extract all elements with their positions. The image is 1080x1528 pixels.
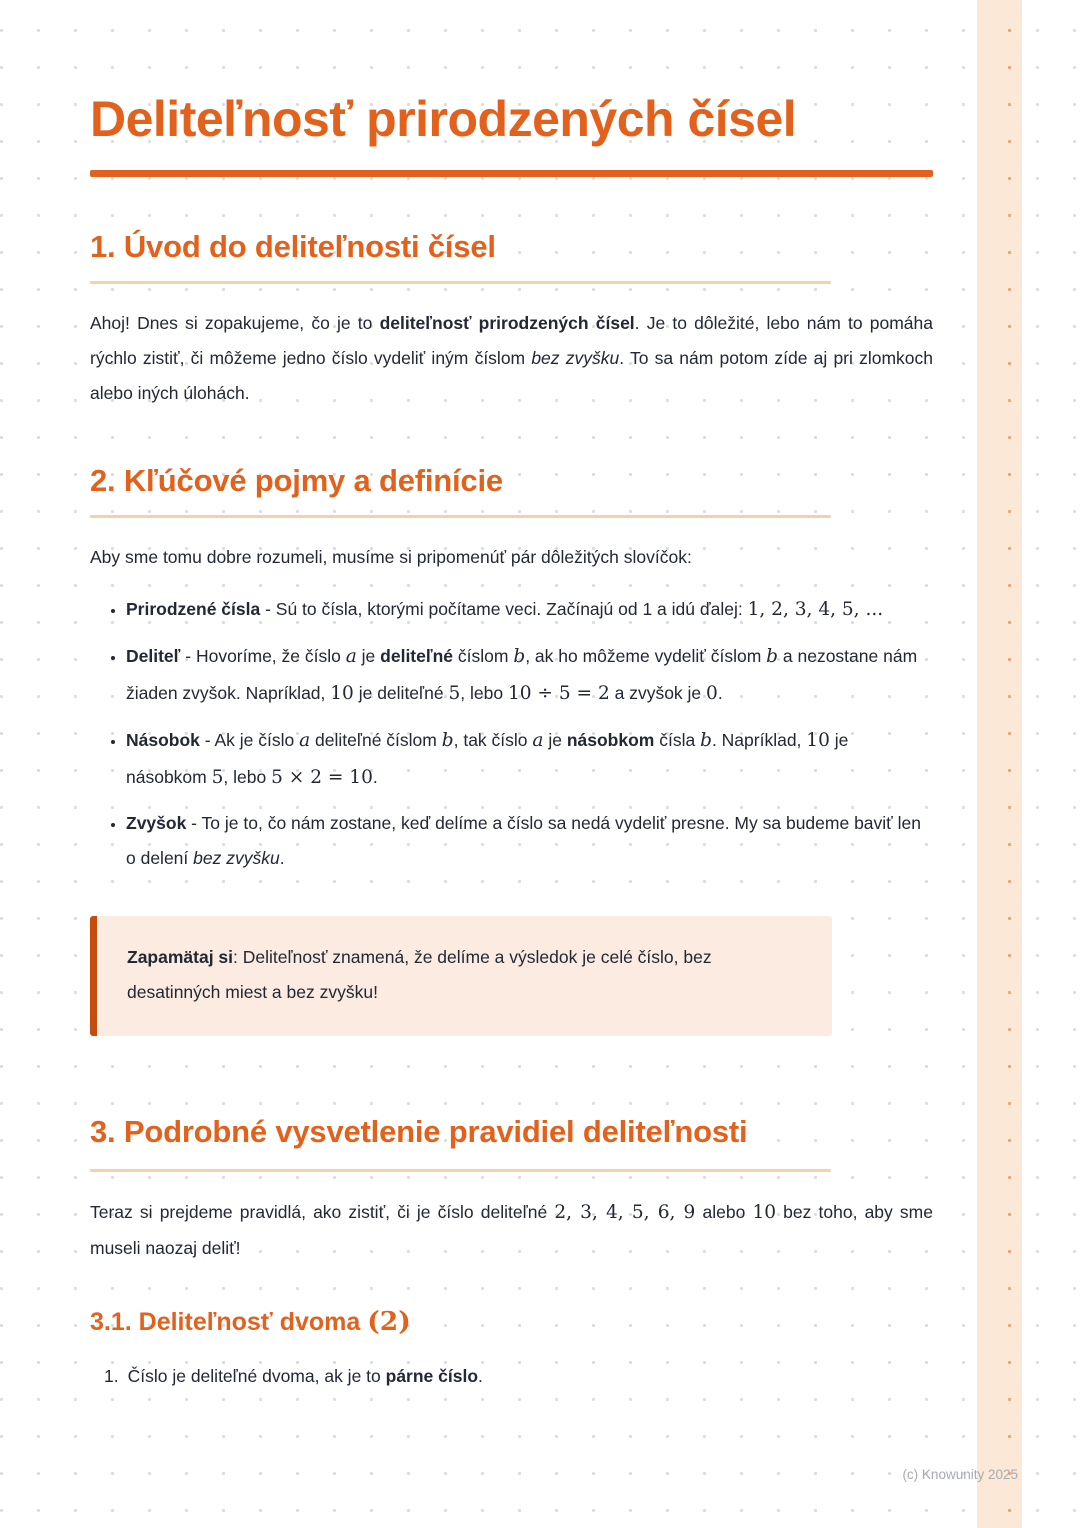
callout-text: Zapamätaj si: Deliteľnosť znamená, že delíme a výsledok je celé číslo, bez desatinných miest a bez zvyšku! <box>127 947 712 1003</box>
page-title: Deliteľnosť prirodzených čísel <box>90 91 797 147</box>
side-stripe <box>977 0 1022 1528</box>
content-column <box>90 90 933 1394</box>
section-intro <box>90 229 933 411</box>
list-item-prirodzene-cisla: • Prirodzené čísla - Sú to čísla, ktorými počítame veci. Začínajú od 1 a idú ďalej: 1, 2, 3, 4, 5, ... <box>126 591 933 628</box>
list-number: 1. <box>104 1365 119 1386</box>
concept-list <box>90 591 933 876</box>
list-item-nasobok: • Násobok - Ak je číslo a deliteľné číslom b, tak číslo a je násobkom čísla b. Napríklad, 10 je násobkom 5, lebo 5 × 2 = 10. <box>126 722 933 796</box>
section-concepts <box>90 463 933 876</box>
section-rules <box>90 1112 933 1393</box>
title-rule <box>90 170 933 177</box>
section-2-underline <box>90 515 831 518</box>
ordered-list-item <box>90 1359 933 1394</box>
section-2-heading: 2. Kľúčové pojmy a definície <box>90 463 503 498</box>
section-1-paragraph: Ahoj! Dnes si zopakujeme, čo je to deliteľnosť prirodzených čísel. Je to dôležité, lebo nám to pomáha rýchlo zistiť, či môžeme jedno číslo vydeliť iným číslom bez zvyšku. To sa nám potom zíde aj pri zlomkoch alebo iných úlohách. <box>90 313 934 403</box>
subsection-3-1-heading: 3.1. Deliteľnosť dvoma (2) <box>90 1305 411 1337</box>
list-item-zvysok: • Zvyšok - To je to, čo nám zostane, keď delíme a číslo sa nedá vydeliť presne. My sa budeme baviť len o delení bez zvyšku. <box>126 806 933 876</box>
section-1-underline <box>90 281 831 284</box>
callout-box <box>90 916 832 1036</box>
section-3-paragraph: Teraz si prejdeme pravidlá, ako zistiť, či je číslo deliteľné 2, 3, 4, 5, 6, 9 alebo 10 bez toho, aby sme museli naozaj deliť! <box>90 1201 933 1258</box>
section-2-intro: Aby sme tomu dobre rozumeli, musíme si pripomenúť pár dôležitých slovíčok: <box>90 547 692 567</box>
ordered-item-text: Číslo je deliteľné dvoma, ak je to párne číslo. <box>127 1365 483 1386</box>
section-3-heading: 3. Podrobné vysvetlenie pravidiel deliteľnosti <box>90 1114 748 1150</box>
section-1-heading: 1. Úvod do deliteľnosti čísel <box>90 229 496 264</box>
watermark: (c) Knowunity 2025 <box>902 1467 1018 1482</box>
list-item-delitel: • Deliteľ - Hovoríme, že číslo a je deliteľné číslom b, ak ho môžeme vydeliť číslom b a nezostane nám žiaden zvyšok. Napríklad, 10 je deliteľné 5, lebo 10 ÷ 5 = 2 a zvyšok je 0. <box>126 638 933 712</box>
section-3-underline <box>90 1169 831 1172</box>
